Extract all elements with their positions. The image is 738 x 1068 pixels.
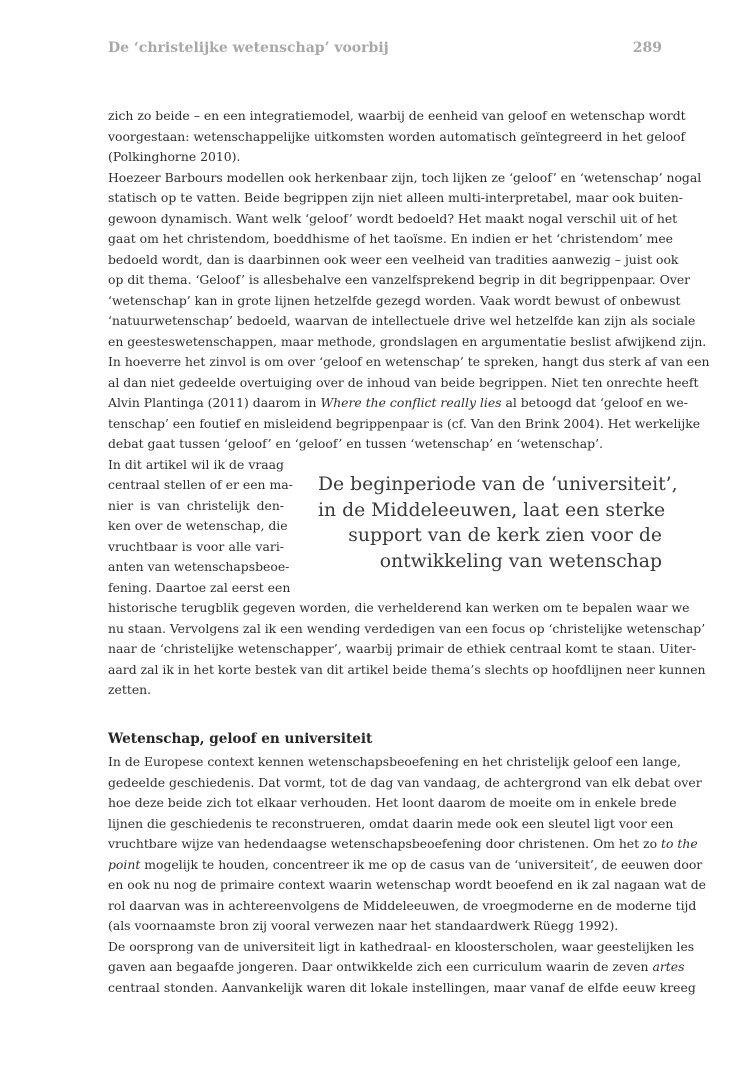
text-line: statisch op te vatten. Beide begrippen zijn niet alleen multi-interpretabel, maar ook buiten- (108, 190, 683, 205)
text-line-with-italic (108, 855, 703, 876)
italic-phrase: artes (652, 959, 685, 974)
text-run: mogelijk te houden, concentreer ik me op de casus van de ‘universiteit’, de eeuwen door (140, 856, 703, 872)
text-line: nier is van christelijk den- (108, 497, 284, 513)
text-line: (als voornaamste bron zij vooral verwezen naar het standaardwerk Rüegg 1992). (108, 918, 619, 933)
text-line: In dit artikel wil ik de vraag (108, 456, 284, 472)
text-line: anten van wetenschapsbeoe- (108, 559, 290, 574)
text-line-with-book-title (108, 393, 688, 414)
text-line: en ook nu nog de primaire context waarin wetenschap wordt beoefend en ik zal nagaan wat de (108, 877, 706, 892)
text-line: hoe deze beide zich tot elkaar verhouden. Het loont daarom de moeite om in enkele brede (108, 795, 677, 810)
text-line: De oorsprong van de universiteit ligt in kathedraal- en kloosterscholen, waar geestelijken les (108, 938, 695, 954)
text-run: gaven aan begaafde jongeren. Daar ontwikkelde zich een curriculum waarin de zeven (108, 959, 653, 974)
paragraph-4 (108, 752, 706, 937)
pull-quote-line: De beginperiode van de ‘universiteit’, (318, 474, 678, 495)
paragraph-2 (108, 168, 710, 455)
text-line: aard zal ik in het korte bestek van dit artikel beide thema’s slechts op hoofdlijnen neer kunnen (108, 661, 706, 677)
text-line: gewoon dynamisch. Want welk ‘geloof’ wordt bedoeld? Het maakt nogal verschil uit of het (108, 210, 678, 226)
text-line: zetten. (108, 682, 152, 697)
text-run: vruchtbare wijze van hedendaagse wetenschapsbeoefening door christenen. Om het zo (108, 836, 661, 851)
text-line: gedeelde geschiedenis. Dat vormt, tot de dag van vandaag, de achtergrond van elk debat over (108, 774, 702, 790)
text-line: al dan niet gedeelde overtuiging over de inhoud van beide begrippen. Niet ten onrechte heeft (108, 374, 699, 390)
text-line: debat gaat tussen ‘geloof’ en ‘geloof’ en tussen ‘wetenschap’ en ‘wetenschap’. (108, 436, 603, 451)
text-line: gaat om het christendom, boeddhisme of het taoïsme. En indien er het ‘christendom’ mee (108, 231, 674, 246)
text-line: op dit thema. ‘Geloof’ is allesbehalve een vanzelfsprekend begrip in dit begrippenpaar. Over (108, 272, 691, 287)
text-line: zich zo beide – en een integratiemodel, waarbij de eenheid van geloof en wetenschap wordt (108, 108, 686, 123)
text-line: voorgestaan: wetenschappelijke uitkomsten worden automatisch geïntegreerd in het geloof (108, 128, 686, 144)
text-line: tenschap’ een foutief en misleidend begrippenpaar is (cf. Van den Brink 2004). Het werkelijke (108, 415, 701, 431)
body-text-top (108, 106, 710, 701)
text-line: historische terugblik gegeven worden, die verhelderend kan werken om te bepalen waar we (108, 600, 690, 615)
pull-quote-line: support van de kerk zien voor de (348, 525, 662, 546)
text-run: al betoogd dat ‘geloof en we- (501, 395, 688, 410)
pull-quote-line: ontwikkeling van wetenschap (379, 550, 662, 572)
text-line: centraal stellen of er een ma- (108, 477, 293, 492)
text-run: Alvin Plantinga (2011) daarom in (108, 395, 321, 410)
text-line: vruchtbaar is voor alle vari- (108, 538, 284, 554)
italic-phrase: point (108, 856, 141, 872)
book-title: Where the conflict really lies (320, 395, 502, 410)
text-line: lijnen die geschiedenis te reconstrueren, omdat daarin mede ook een sleutel ligt voor een (108, 815, 674, 831)
text-line: Hoezeer Barbours modellen ook herkenbaar zijn, toch lijken ze ‘geloof’ en ‘wetenschap’ nogal (108, 169, 702, 185)
pull-quote-line: in de Middeleeuwen, laat een sterke (318, 499, 666, 521)
text-line-with-italic (108, 834, 698, 855)
text-line: centraal stonden. Aanvankelijk waren dit lokale instellingen, maar vanaf de elfde eeuw kreeg (108, 979, 696, 995)
paragraph-1 (108, 106, 686, 168)
text-line: fening. Daartoe zal eerst een (108, 579, 291, 595)
page-number: 289 (632, 40, 662, 56)
paragraph-5 (108, 937, 696, 999)
text-line: In hoeverre het zinvol is om over ‘geloof en wetenschap’ te spreken, hangt dus sterk af van een (108, 354, 710, 369)
pull-quote (318, 472, 678, 574)
running-title: De ‘christelijke wetenschap’ voorbij (108, 40, 389, 56)
text-line: bedoeld wordt, dan is daarbinnen ook weer een veelheid van tradities aanwezig – juist ook (108, 251, 679, 267)
text-line: nu staan. Vervolgens zal ik een wending verdedigen van een focus op ‘christelijke wetenschap’ (108, 620, 706, 636)
italic-phrase: to the (660, 836, 698, 851)
running-header (108, 40, 662, 62)
text-line: (Polkinghorne 2010). (108, 149, 241, 164)
text-line-with-italic (108, 957, 685, 978)
text-line: ‘natuurwetenschap’ bedoeld, waarvan de intellectuele drive wel hetzelfde kan zijn als sociale (108, 313, 696, 328)
text-line: In de Europese context kennen wetenschapsbeoefening en het christelijk geloof een lange, (108, 754, 681, 769)
text-line: naar de ‘christelijke wetenschapper’, waarbij primair de ethiek centraal komt te staan. Uiter- (108, 641, 697, 656)
body-text-bottom (108, 752, 706, 998)
text-line: rol daarvan was in achtereenvolgens de Middeleeuwen, de vroegmoderne en de moderne tijd (108, 897, 697, 913)
text-line: ‘wetenschap’ kan in grote lijnen hetzelfde gezegd worden. Vaak wordt bewust of onbewust (108, 292, 681, 308)
text-line: ken over de wetenschap, die (108, 518, 288, 533)
section-heading: Wetenschap, geloof en universiteit (108, 731, 373, 747)
text-line: en geesteswetenschappen, maar methode, grondslagen en argumentatie beslist afwijkend zijn. (108, 333, 707, 349)
